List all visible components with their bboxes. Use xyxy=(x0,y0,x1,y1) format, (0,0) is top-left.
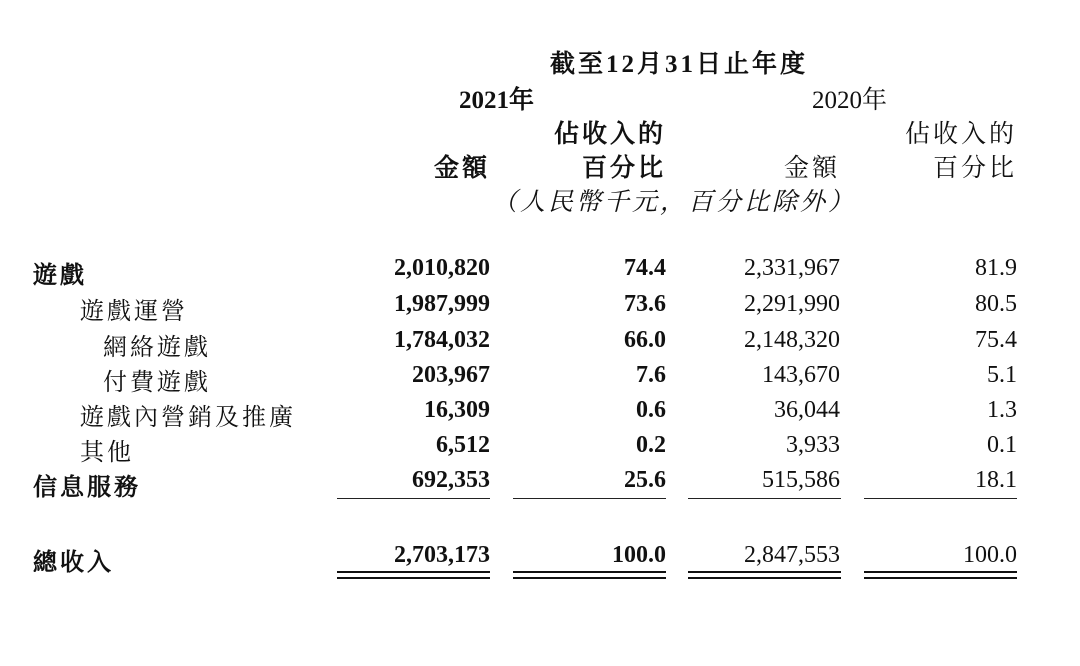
total-amount-2020: 2,847,553 xyxy=(744,542,840,568)
total-double-rule xyxy=(337,571,490,579)
pct-header-2020-line1: 佔收入的 xyxy=(904,121,1017,148)
cell-amount-2020: 3,933 xyxy=(786,432,840,458)
row-label-paid-games: 付費遊戲 xyxy=(103,370,211,396)
cell-pct-2021: 0.6 xyxy=(636,397,666,423)
unit-note: （人民幣千元，百分比除外） xyxy=(492,189,857,216)
cell-pct-2021: 73.6 xyxy=(624,291,666,317)
cell-amount-2021: 16,309 xyxy=(424,397,490,423)
total-double-rule xyxy=(513,571,666,579)
subtotal-rule xyxy=(513,498,666,499)
row-label-game-operations: 遊戲運營 xyxy=(80,299,188,325)
row-label-total-revenue: 總收入 xyxy=(33,550,114,576)
cell-pct-2020: 81.9 xyxy=(975,255,1017,281)
row-label-games: 遊戲 xyxy=(33,263,87,289)
row-label-in-game-marketing: 遊戲內營銷及推廣 xyxy=(80,405,296,431)
cell-pct-2021: 7.6 xyxy=(636,362,666,388)
subtotal-rule xyxy=(337,498,490,499)
cell-pct-2020: 18.1 xyxy=(975,467,1017,493)
total-amount-2021: 2,703,173 xyxy=(394,542,490,568)
total-double-rule xyxy=(864,571,1017,579)
row-label-information-services: 信息服務 xyxy=(33,475,141,501)
year-2021-header: 2021年 xyxy=(459,87,535,114)
cell-amount-2021: 692,353 xyxy=(412,467,490,493)
cell-pct-2021: 74.4 xyxy=(624,255,666,281)
cell-pct-2021: 66.0 xyxy=(624,327,666,353)
cell-pct-2020: 80.5 xyxy=(975,291,1017,317)
pct-header-2021-line2: 百分比 xyxy=(581,155,666,182)
cell-amount-2021: 203,967 xyxy=(412,362,490,388)
total-pct-2020: 100.0 xyxy=(963,542,1017,568)
subtotal-rule xyxy=(688,498,841,499)
cell-amount-2021: 1,784,032 xyxy=(394,327,490,353)
cell-amount-2020: 143,670 xyxy=(762,362,840,388)
amount-header-2021: 金額 xyxy=(433,155,490,182)
year-2020-header: 2020年 xyxy=(812,87,888,114)
cell-amount-2020: 36,044 xyxy=(774,397,840,423)
cell-amount-2020: 2,331,967 xyxy=(744,255,840,281)
period-header: 截至12月31日止年度 xyxy=(550,51,809,78)
total-double-rule xyxy=(688,571,841,579)
pct-header-2020-line2: 百分比 xyxy=(932,155,1017,182)
cell-amount-2021: 6,512 xyxy=(436,432,490,458)
cell-pct-2021: 25.6 xyxy=(624,467,666,493)
cell-amount-2020: 2,148,320 xyxy=(744,327,840,353)
cell-amount-2020: 515,586 xyxy=(762,467,840,493)
cell-pct-2020: 5.1 xyxy=(987,362,1017,388)
subtotal-rule xyxy=(864,498,1017,499)
cell-amount-2020: 2,291,990 xyxy=(744,291,840,317)
cell-pct-2020: 0.1 xyxy=(987,432,1017,458)
pct-header-2021-line1: 佔收入的 xyxy=(553,121,666,148)
cell-pct-2021: 0.2 xyxy=(636,432,666,458)
amount-header-2020: 金額 xyxy=(783,155,840,182)
cell-pct-2020: 1.3 xyxy=(987,397,1017,423)
cell-amount-2021: 1,987,999 xyxy=(394,291,490,317)
total-pct-2021: 100.0 xyxy=(612,542,666,568)
row-label-online-games: 網絡遊戲 xyxy=(103,335,211,361)
cell-amount-2021: 2,010,820 xyxy=(394,255,490,281)
cell-pct-2020: 75.4 xyxy=(975,327,1017,353)
row-label-others: 其他 xyxy=(80,440,134,466)
